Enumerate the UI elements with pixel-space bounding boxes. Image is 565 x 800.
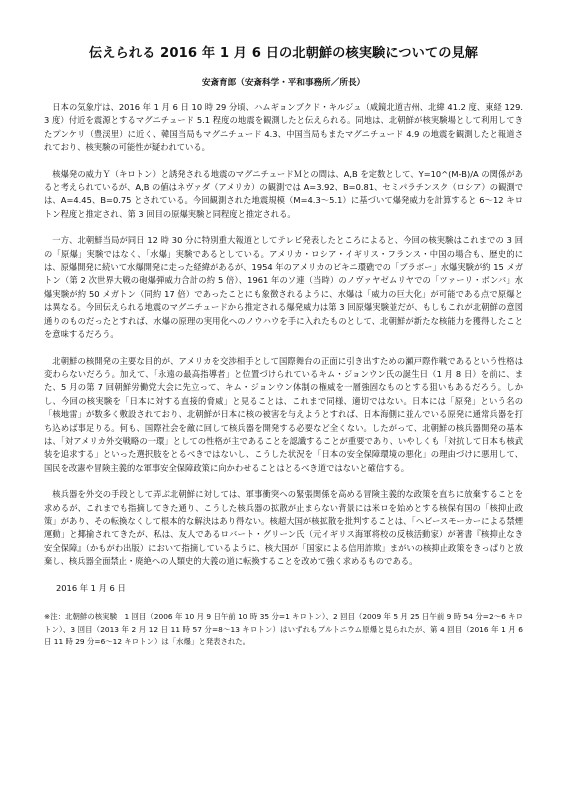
footnote: ※注：北朝鮮の核実験 1 回目（2006 年 10 月 9 日午前 10 時 35 分=1 キロトン）、2 回目（2009 年 5 月 25 日午前 9 時 54 分=2〜6 キロトン）、3 回目（2013 年 2 月 12 日 11 時 57 分=8〜13 キロトン）はいずれもプルトニウム原爆と見られたが、第 4 回目（2016 年 1 月 6 日 11 時 29 分=6〜12 キロトン）は「水爆」と発表された。 [44, 612, 523, 647]
document-date: 2016 年 1 月 6 日 [56, 582, 126, 593]
author-line: 安斎育郎（安斎科学・平和事務所／所長） [201, 78, 366, 88]
paragraph-1: 日本の気象庁は、2016 年 1 月 6 日 10 時 29 分頃、ハムギョンブクド・キルジュ（咸鏡北道吉州、北緯 41.2 度、東経 129.3 度）付近を震源とするマグニチュード 5.1 程度の地震を観測したと伝えられる。同地は、北朝鮮が核実験場として利用してきたプンケリ（豊渓里）に近く、韓国当局もマグニチュード 4.3、中国当局もまたマグニチュード 4.9 の地震を観測したと報道されており、核実験の可能性が疑われている。 [44, 102, 523, 153]
paragraph-2: 核爆発の威力Ｙ（キロトン）と誘発される地震のマグニチュードＭとの間は、A,B を定数として、Y=10^(M-B)/A の関係があると考えられているが、A,B の値はネヴァダ（アメリカ）の観測では A=3.92、B=0.81、セミパラチンスク（ロシア）の観測では、A=4.45、B=0.75 とされている。今回観測された地震規模（M=4.3〜5.1）に基づいて爆発威力を計算すると 6〜12 キロトン程度と推定され、第 3 回目の原爆実験と同程度と推定される。 [44, 168, 523, 219]
paragraph-3: 一方、北朝鮮当局が同日 12 時 30 分に特別重大報道としてテレビ発表したところによると、今回の核実験はこれまでの 3 回の「原爆」実験ではなく、「水爆」実験であるとしている。アメリカ・ロシア・イギリス・フランス・中国の場合も、歴史的には、原爆開発に続いて水爆開発に走った経緯があるが、1954 年のアメリカのビキニ環礁での「ブラボー」水爆実験が約 15 メガトン（第 2 次世界大戦の砲爆弾威力合計の約 5 倍）、1961 年のソ連（当時）のノヴァヤゼムリヤでの「ツァーリ・ボンバ」水爆実験が約 50 メガトン（同約 17 倍）であったことにも象徴されるように、水爆は「威力の巨大化」が可能である点で原爆とは異なる。今回伝えられる地震のマグニチュードから推定される爆発威力は第 3 回原爆実験並だが、もしもこれが北朝鮮の意図通りのものだったとすれば、水爆の原理の実用化へのノウハウを手に入れたものとして、北朝鮮が新たな核能力を獲得したことを意味するだろう。 [44, 235, 523, 340]
paragraph-5: 核兵器を外交の手段として弄ぶ北朝鮮に対しては、軍事衝突への緊張関係を高める冒険主義的な政策を直ちに放棄することを求めるが、これまでも指摘してきた通り、こうした核兵器の拡散が止まらない背景には米ロを始めとする核保有国の「核抑止政策」があり、その転換なくして根本的な解決はあり得ない。核超大国が核拡散を批判することは、「ヘビースモーカーによる禁煙運動」と揶揄されてきたが、私は、友人であるロバート・グリーン氏（元イギリス海軍将校の反核活動家）が著書『核抑止なき安全保障』（かもがわ出版）において指摘しているように、核大国が「国家による信用詐欺」まがいの核抑止政策をきっぱりと放棄し、核兵器全面禁止・廃絶への人類史的大義の道に転換することを改めて強く求めるものである。 [44, 489, 523, 567]
document-title: 伝えられる 2016 年 1 月 6 日の北朝鮮の核実験についての見解 [88, 46, 479, 61]
paragraph-4: 北朝鮮の核開発の主要な目的が、アメリカを交渉相手として国際舞台の正面に引き出すための瀬戸際作戦であるという性格は変わらないだろう。加えて、「永遠の最高指導者」と位置づけられているキム・ジョンウン氏の誕生日（1 月 8 日）を前に、また、5 月の第 7 回朝鮮労働党大会に先立って、キム・ジョンウン体制の権威を一層強固なものとする狙いもあるだろう。しかし、今回の核実験を「日本に対する直接的脅威」と見ることは、これまで同様、適切ではない。日本には「原発」という名の「核地雷」が数多く敷設されており、北朝鮮が日本に核の被害を与えようとすれば、日本海側に並んでいる原発に通常兵器を打ち込めば事足りる。何も、国際社会を敵に回して核兵器を開発する必要など全くない。したがって、北朝鮮の核兵器開発の基本は、「対アメリカ外交戦略の一環」としての性格が主であることを認識することが重要であり、いやしくも「対抗して日本も核武装を追求する」といった選択肢をとるべきではないし、こうした状況を「日本の安全保障環境の悪化」の理由づけに悪用して、国民を改憲や冒険主義的な軍事安全保障政策に向かわせることはとるべき道ではないと確信する。 [44, 355, 523, 473]
